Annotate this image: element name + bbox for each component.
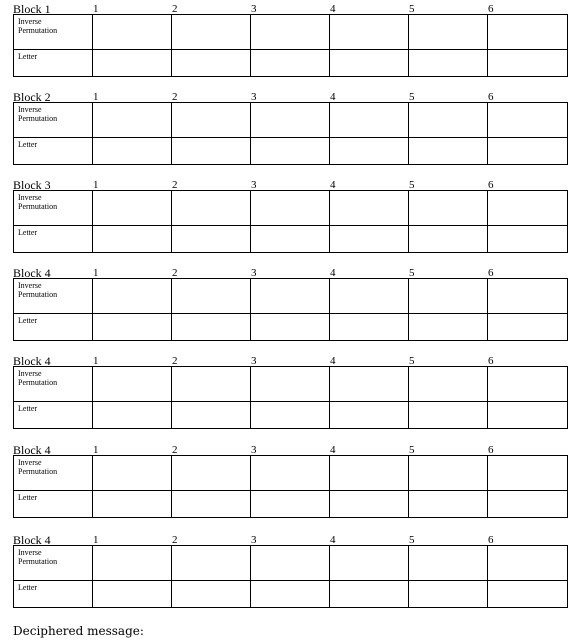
permutation-cell[interactable] (488, 15, 568, 50)
letter-cell[interactable] (330, 138, 409, 165)
column-number: 5 (409, 3, 415, 15)
letter-cell[interactable] (93, 491, 172, 518)
column-number: 4 (330, 534, 336, 546)
letter-label: Letter (14, 226, 93, 253)
permutation-row (14, 15, 568, 50)
permutation-cell[interactable] (93, 546, 172, 581)
inverse-permutation-label: Inverse Permutation (14, 367, 93, 402)
block-7 (0, 533, 578, 613)
letter-label: Letter (14, 581, 93, 608)
letter-cell[interactable] (93, 581, 172, 608)
column-number: 6 (488, 179, 494, 191)
column-number: 2 (172, 534, 178, 546)
letter-cell[interactable] (93, 50, 172, 77)
letter-cell[interactable] (251, 402, 330, 429)
column-number: 3 (251, 355, 257, 367)
letter-cell[interactable] (488, 314, 568, 341)
permutation-cell[interactable] (251, 103, 330, 138)
column-number: 3 (251, 534, 257, 546)
letter-cell[interactable] (251, 314, 330, 341)
letter-cell[interactable] (488, 491, 568, 518)
column-number: 5 (409, 444, 415, 456)
block-title: Block 4 (13, 354, 51, 368)
permutation-cell[interactable] (172, 15, 251, 50)
column-number: 3 (251, 267, 257, 279)
letter-label: Letter (14, 50, 93, 77)
letter-row (14, 314, 568, 341)
letter-cell[interactable] (488, 138, 568, 165)
column-number: 2 (172, 3, 178, 15)
column-number: 2 (172, 355, 178, 367)
column-number: 4 (330, 91, 336, 103)
letter-cell[interactable] (172, 581, 251, 608)
letter-cell[interactable] (172, 314, 251, 341)
column-number: 2 (172, 179, 178, 191)
letter-cell[interactable] (172, 138, 251, 165)
column-number: 1 (93, 3, 99, 15)
block-5 (0, 354, 578, 434)
permutation-cell[interactable] (93, 15, 172, 50)
letter-label: Letter (14, 138, 93, 165)
block-4 (0, 266, 578, 346)
letter-cell[interactable] (172, 491, 251, 518)
permutation-cell[interactable] (330, 546, 409, 581)
letter-cell[interactable] (93, 226, 172, 253)
letter-cell[interactable] (93, 402, 172, 429)
letter-row (14, 491, 568, 518)
permutation-table (13, 102, 568, 165)
column-number: 6 (488, 267, 494, 279)
permutation-cell[interactable] (172, 191, 251, 226)
column-number: 2 (172, 267, 178, 279)
letter-label: Letter (14, 314, 93, 341)
permutation-cell[interactable] (409, 191, 488, 226)
letter-cell[interactable] (409, 491, 488, 518)
column-number: 6 (488, 444, 494, 456)
block-title: Block 2 (13, 90, 51, 104)
letter-label: Letter (14, 402, 93, 429)
letter-cell[interactable] (409, 581, 488, 608)
column-number: 2 (172, 444, 178, 456)
permutation-table (13, 545, 568, 608)
column-number: 6 (488, 355, 494, 367)
permutation-cell[interactable] (330, 191, 409, 226)
letter-cell[interactable] (172, 226, 251, 253)
column-number: 1 (93, 179, 99, 191)
permutation-cell[interactable] (330, 456, 409, 491)
permutation-cell[interactable] (172, 279, 251, 314)
permutation-cell[interactable] (93, 191, 172, 226)
permutation-cell[interactable] (251, 367, 330, 402)
letter-row (14, 50, 568, 77)
column-number: 6 (488, 91, 494, 103)
letter-row (14, 226, 568, 253)
column-number: 6 (488, 534, 494, 546)
letter-row (14, 138, 568, 165)
letter-cell[interactable] (488, 581, 568, 608)
letter-cell[interactable] (488, 402, 568, 429)
letter-cell[interactable] (330, 491, 409, 518)
permutation-cell[interactable] (409, 367, 488, 402)
column-number: 2 (172, 91, 178, 103)
letter-cell[interactable] (330, 402, 409, 429)
letter-cell[interactable] (409, 138, 488, 165)
permutation-table (13, 190, 568, 253)
letter-cell[interactable] (409, 402, 488, 429)
deciphered-message-label: Deciphered message: (13, 624, 144, 638)
letter-row (14, 402, 568, 429)
inverse-permutation-label: Inverse Permutation (14, 103, 93, 138)
column-number: 5 (409, 179, 415, 191)
letter-cell[interactable] (330, 314, 409, 341)
column-number: 3 (251, 444, 257, 456)
permutation-cell[interactable] (409, 546, 488, 581)
permutation-cell[interactable] (251, 456, 330, 491)
letter-cell[interactable] (251, 491, 330, 518)
permutation-cell[interactable] (93, 279, 172, 314)
permutation-table (13, 278, 568, 341)
column-number: 3 (251, 3, 257, 15)
permutation-cell[interactable] (172, 546, 251, 581)
permutation-row (14, 103, 568, 138)
permutation-cell[interactable] (488, 367, 568, 402)
letter-cell[interactable] (251, 581, 330, 608)
column-number: 4 (330, 444, 336, 456)
permutation-cell[interactable] (330, 367, 409, 402)
column-number: 5 (409, 355, 415, 367)
column-number: 1 (93, 534, 99, 546)
column-number: 1 (93, 267, 99, 279)
letter-cell[interactable] (488, 50, 568, 77)
letter-cell[interactable] (251, 50, 330, 77)
letter-cell[interactable] (172, 402, 251, 429)
letter-row (14, 581, 568, 608)
letter-cell[interactable] (409, 226, 488, 253)
letter-cell[interactable] (172, 50, 251, 77)
block-title: Block 3 (13, 178, 51, 192)
inverse-permutation-label: Inverse Permutation (14, 546, 93, 581)
permutation-cell[interactable] (251, 15, 330, 50)
permutation-cell[interactable] (330, 279, 409, 314)
block-title: Block 4 (13, 443, 51, 457)
permutation-cell[interactable] (172, 103, 251, 138)
permutation-cell[interactable] (93, 456, 172, 491)
column-number: 5 (409, 534, 415, 546)
block-3 (0, 178, 578, 258)
permutation-cell[interactable] (172, 456, 251, 491)
block-2 (0, 90, 578, 170)
permutation-cell[interactable] (409, 103, 488, 138)
permutation-row (14, 456, 568, 491)
letter-cell[interactable] (409, 314, 488, 341)
permutation-table (13, 366, 568, 429)
permutation-cell[interactable] (251, 546, 330, 581)
inverse-permutation-label: Inverse Permutation (14, 191, 93, 226)
letter-cell[interactable] (93, 314, 172, 341)
permutation-table (13, 14, 568, 77)
permutation-cell[interactable] (409, 15, 488, 50)
block-title: Block 1 (13, 2, 51, 16)
column-number: 6 (488, 3, 494, 15)
permutation-cell[interactable] (251, 191, 330, 226)
permutation-table (13, 455, 568, 518)
column-number: 3 (251, 91, 257, 103)
permutation-cell[interactable] (330, 103, 409, 138)
column-number: 1 (93, 355, 99, 367)
block-1 (0, 2, 578, 82)
permutation-cell[interactable] (488, 279, 568, 314)
inverse-permutation-label: Inverse Permutation (14, 15, 93, 50)
letter-cell[interactable] (330, 581, 409, 608)
permutation-cell[interactable] (488, 191, 568, 226)
letter-label: Letter (14, 491, 93, 518)
permutation-cell[interactable] (251, 279, 330, 314)
permutation-cell[interactable] (409, 279, 488, 314)
permutation-cell[interactable] (488, 103, 568, 138)
permutation-cell[interactable] (488, 456, 568, 491)
block-title: Block 4 (13, 533, 51, 547)
letter-cell[interactable] (409, 50, 488, 77)
letter-cell[interactable] (93, 138, 172, 165)
permutation-cell[interactable] (172, 367, 251, 402)
permutation-row (14, 191, 568, 226)
block-6 (0, 443, 578, 523)
inverse-permutation-label: Inverse Permutation (14, 456, 93, 491)
block-title: Block 4 (13, 266, 51, 280)
column-number: 5 (409, 267, 415, 279)
column-number: 4 (330, 355, 336, 367)
permutation-row (14, 546, 568, 581)
column-number: 4 (330, 179, 336, 191)
letter-cell[interactable] (330, 50, 409, 77)
column-number: 5 (409, 91, 415, 103)
column-number: 1 (93, 91, 99, 103)
letter-cell[interactable] (330, 226, 409, 253)
permutation-cell[interactable] (488, 546, 568, 581)
letter-cell[interactable] (251, 226, 330, 253)
letter-cell[interactable] (251, 138, 330, 165)
column-number: 1 (93, 444, 99, 456)
permutation-cell[interactable] (93, 367, 172, 402)
permutation-row (14, 367, 568, 402)
permutation-cell[interactable] (409, 456, 488, 491)
letter-cell[interactable] (488, 226, 568, 253)
permutation-row (14, 279, 568, 314)
inverse-permutation-label: Inverse Permutation (14, 279, 93, 314)
permutation-cell[interactable] (330, 15, 409, 50)
column-number: 4 (330, 267, 336, 279)
column-number: 4 (330, 3, 336, 15)
column-number: 3 (251, 179, 257, 191)
permutation-cell[interactable] (93, 103, 172, 138)
